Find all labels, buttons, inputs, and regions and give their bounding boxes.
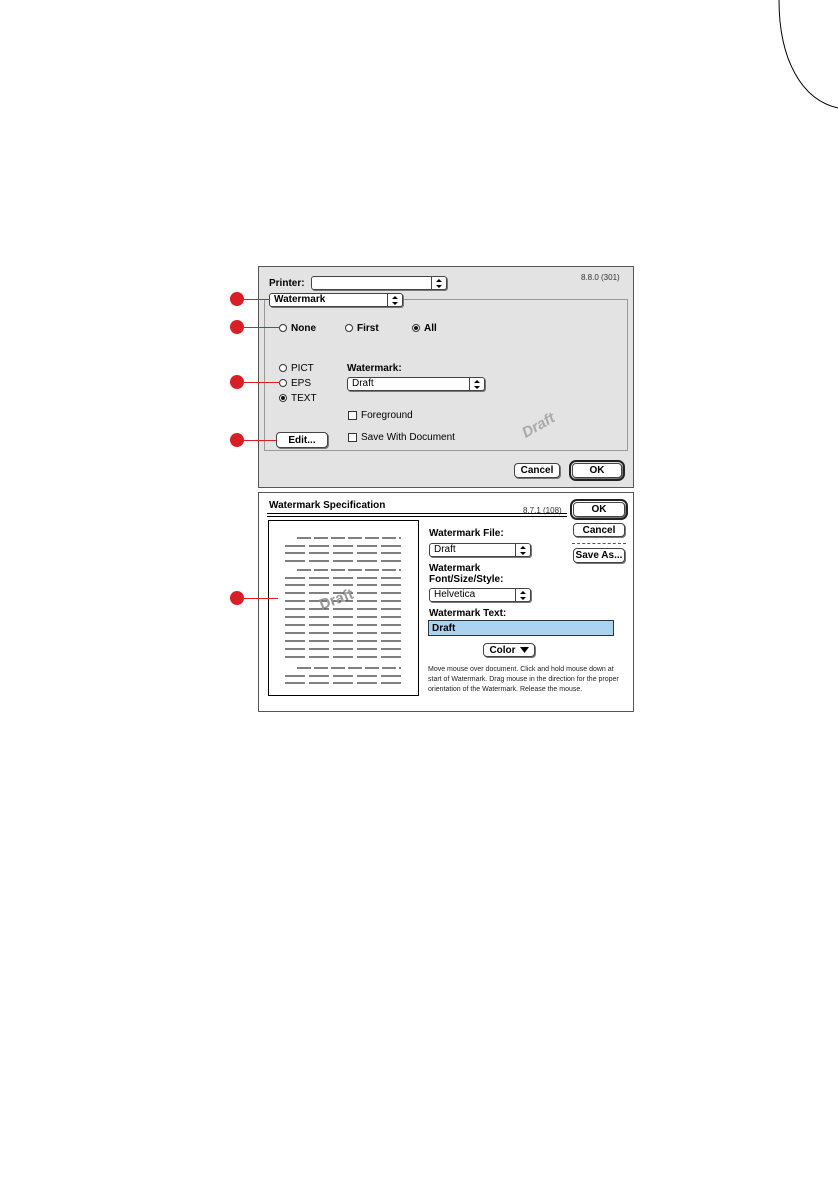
file-label: Watermark File: [429,528,504,539]
radio-text-circle [279,394,287,402]
radio-all-circle [412,324,420,332]
ok-button[interactable]: OK [572,463,622,478]
watermark-value: Draft [352,378,374,389]
foreground-checkbox-box [348,411,357,420]
watermark-panel [264,299,628,451]
panel-popup-value: Watermark [274,294,326,305]
font-label-line1: Watermark [429,563,481,574]
callout-leader [244,382,280,383]
callout-leader [244,299,270,300]
callout-leader [244,440,276,441]
cancel-button[interactable]: Cancel [573,523,625,537]
separator [572,543,626,544]
radio-eps-circle [279,379,287,387]
radio-eps-label: EPS [291,378,312,389]
radio-none-label: None [291,323,316,334]
document-text-lines [269,521,418,695]
radio-first-circle [345,324,353,332]
radio-pict-label: PICT [291,363,314,374]
callout-leader [244,598,278,599]
callout-leader [244,327,280,328]
radio-first-label: First [357,323,379,334]
radio-all-label: All [424,323,437,334]
version-label: 8.7.1 (108) [523,506,562,515]
cancel-button[interactable]: Cancel [514,463,560,478]
file-value: Draft [434,544,456,555]
watermark-preview-text: Draft [519,409,558,442]
ok-button[interactable]: OK [573,502,625,517]
callout-bullet-2 [230,320,244,334]
save-as-button[interactable]: Save As... [573,548,625,563]
text-label: Watermark Text: [429,608,507,619]
panel-popup[interactable] [269,293,403,307]
popup-arrows-icon [431,277,446,289]
watermark-popup[interactable] [347,377,485,391]
callout-bullet-5 [230,591,244,605]
triangle-down-icon [520,647,529,653]
popup-arrows-icon [387,294,402,306]
printer-label: Printer: [269,278,305,289]
print-dialog [258,266,634,488]
popup-arrows-icon [469,378,484,390]
dialog-title: Watermark Specification [269,500,386,511]
radio-pict-circle [279,364,287,372]
font-value: Helvetica [434,589,476,600]
color-button-label: Color [489,644,516,656]
watermark-file-popup[interactable] [429,543,531,557]
version-label: 8.8.0 (301) [581,273,620,282]
page-corner-curve [777,0,838,110]
title-rule [267,513,567,517]
document-preview[interactable] [268,520,419,696]
callout-bullet-4 [230,433,244,447]
popup-arrows-icon [515,544,530,556]
watermark-specification-dialog [258,492,634,712]
color-button[interactable] [483,643,535,657]
edit-button[interactable]: Edit... [276,432,328,448]
font-popup[interactable] [429,588,531,602]
save-with-document-label: Save With Document [361,432,455,443]
callout-bullet-1 [230,292,244,306]
save-with-document-checkbox-box [348,433,357,442]
printer-popup[interactable] [311,276,447,290]
instructions-text: Move mouse over document. Click and hold mouse down at start of Watermark. Drag mouse in the direction for the proper orientation of the Watermark. Release the mouse. [428,666,619,693]
callout-bullet-3 [230,375,244,389]
popup-arrows-icon [515,589,530,601]
foreground-label: Foreground [361,410,413,421]
radio-text-label: TEXT [291,393,317,404]
radio-none-circle [279,324,287,332]
watermark-text-field[interactable]: Draft [428,620,614,636]
preview-watermark-text: Draft [317,585,356,614]
watermark-label: Watermark: [347,363,402,374]
font-label-line2: Font/Size/Style: [429,574,504,585]
